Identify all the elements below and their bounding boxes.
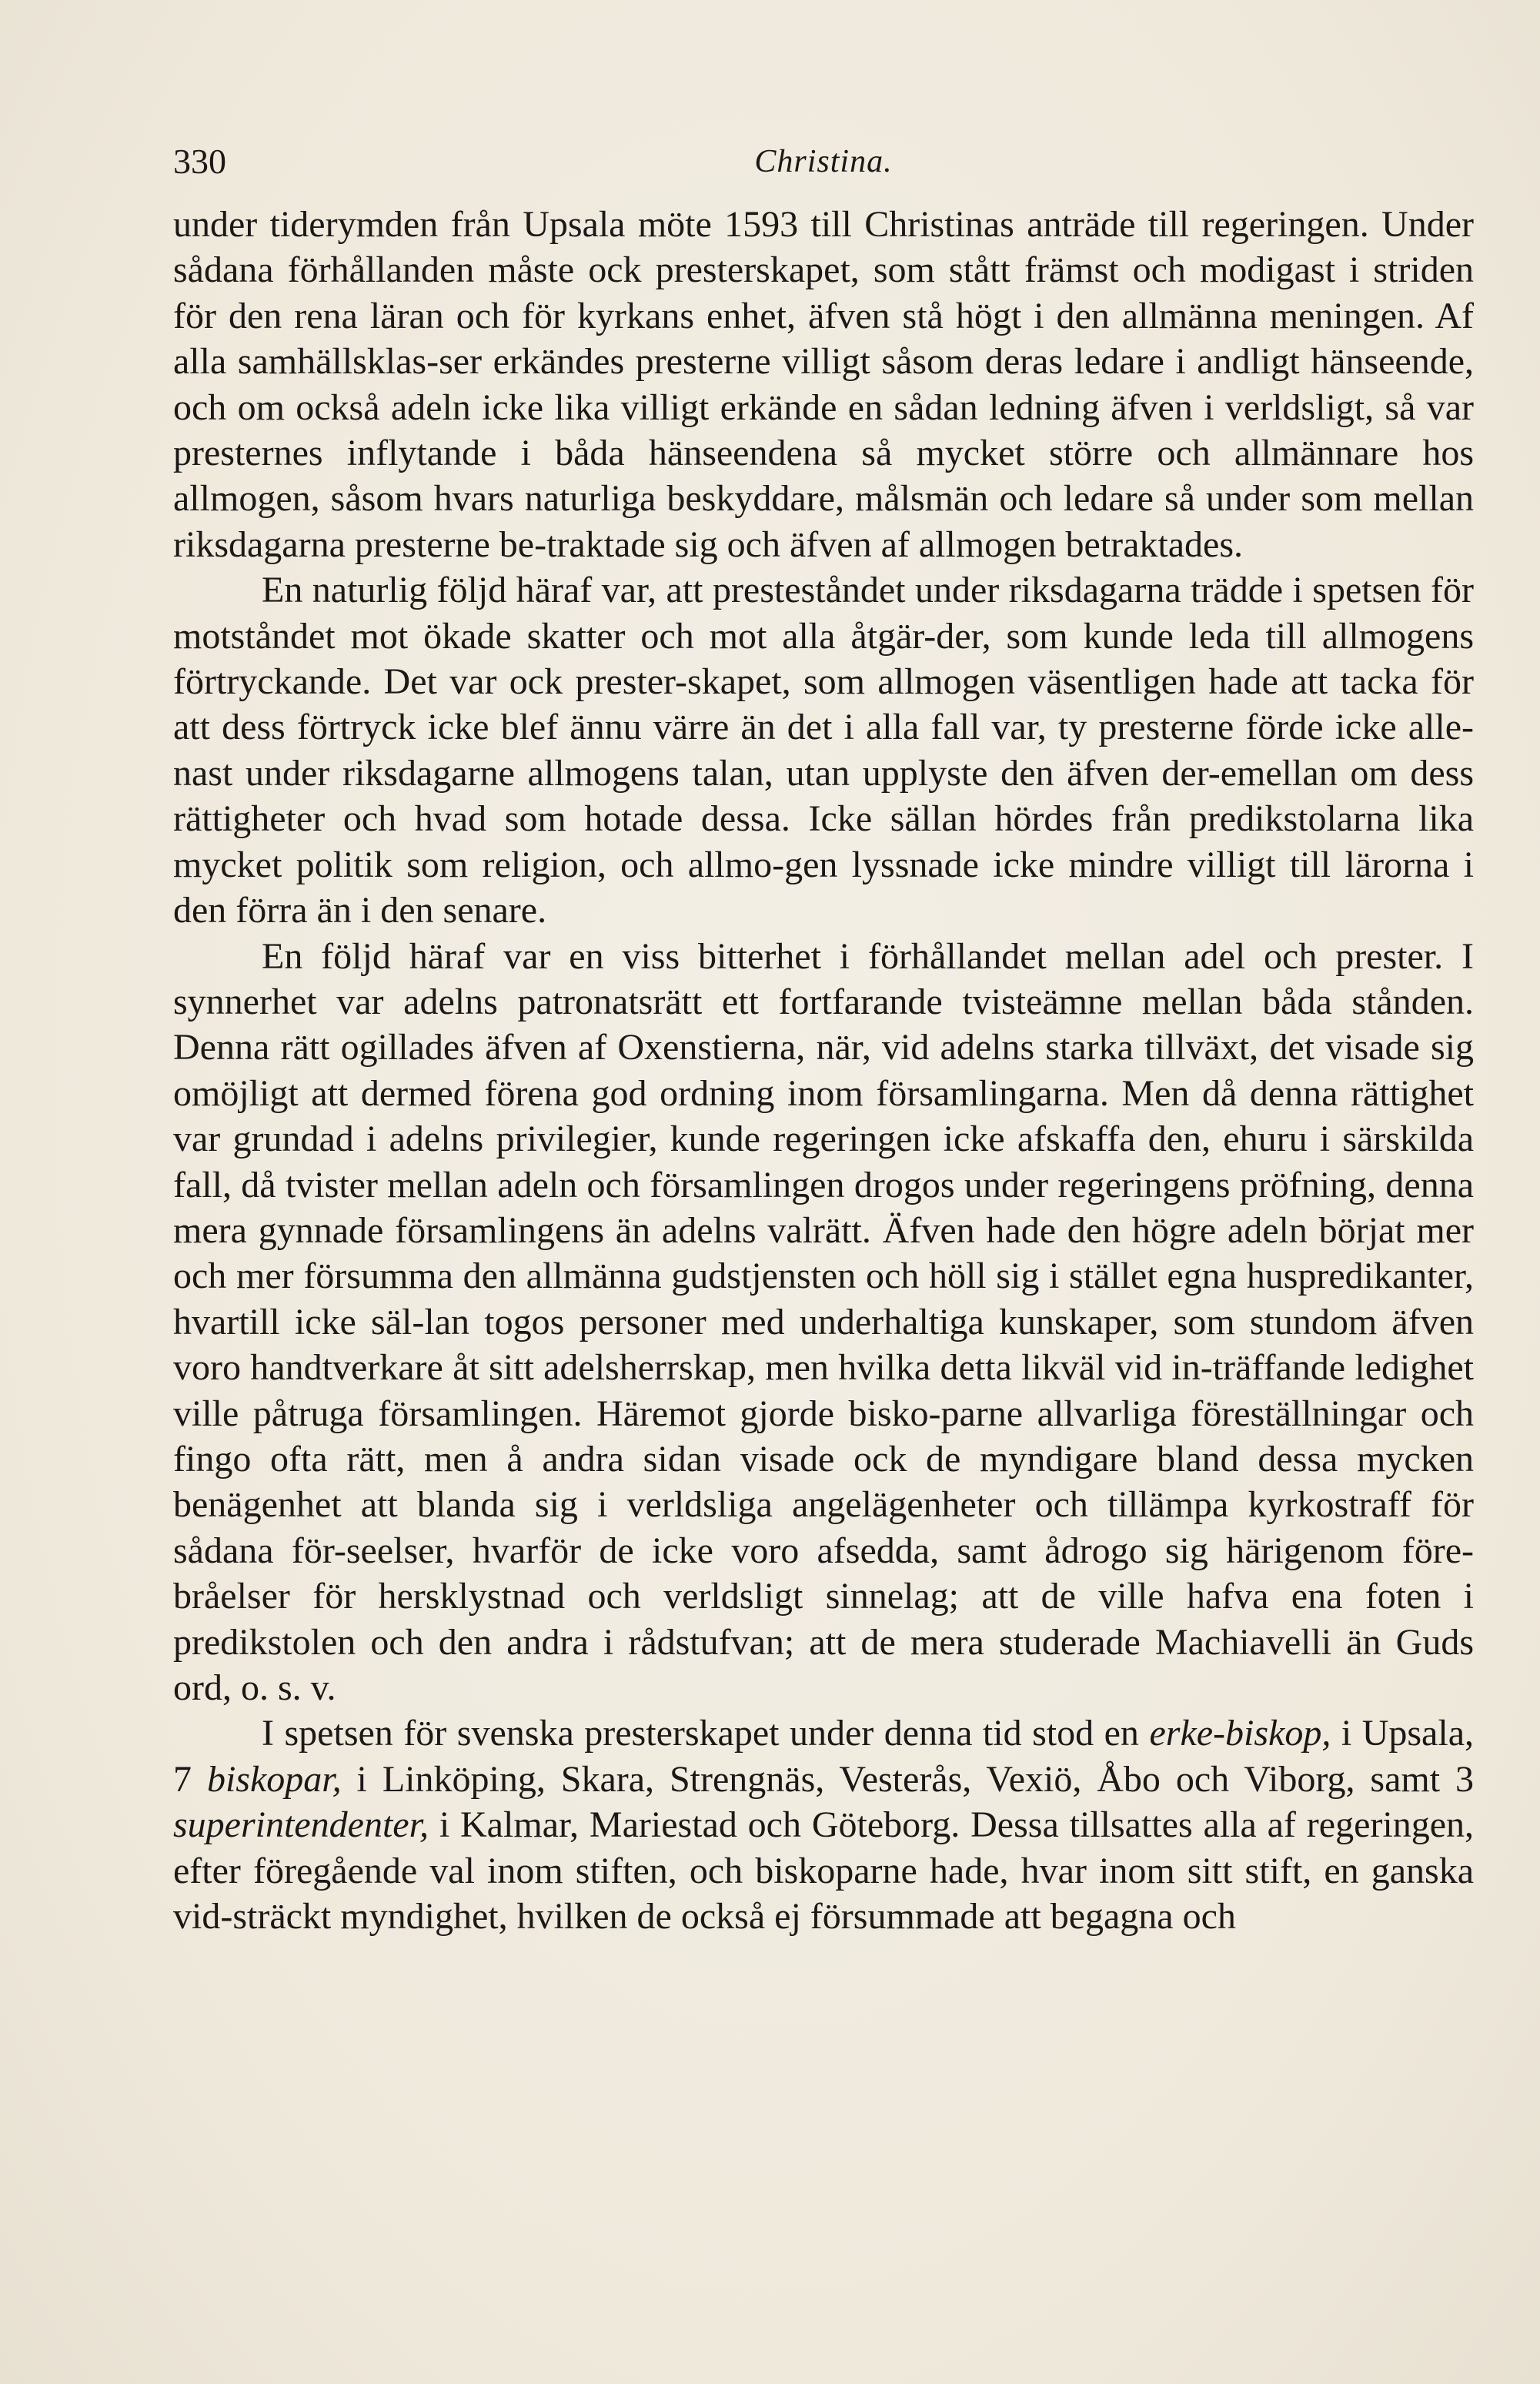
paragraph-text: under tiderymden från Upsala möte 1593 till Christinas anträde till regeringen. Under sådana förhållanden måste ock presterskapet, som stått främst och modigast i striden för den rena läran och för kyrkans enhet, äfven stå högt i den allmänna meningen. Af alla samhällsklas-ser erkändes presterne villigt såsom deras ledare i andligt hänseende, och om också adeln icke lika villigt erkände en sådan ledning äfven i verldsligt, så var presternes inflytande i båda hänseendena så mycket större och allmännare hos allmogen, såsom hvars naturliga beskyddare, målsmän och ledare så under som mellan riksdagarna presterne be-traktade sig och äfven af allmogen betraktades. [173, 204, 1474, 565]
page-number: 330 [173, 142, 226, 181]
italic-term: erke-biskop, [1149, 1713, 1331, 1754]
paragraph-text: I spetsen för svenska presterskapet under denna tid stod en [262, 1713, 1150, 1754]
running-head [173, 139, 1474, 185]
paragraph-text: i Upsala, 7 [173, 1713, 1475, 1800]
paragraph-p3 [173, 934, 1474, 1711]
italic-term: biskopar, [206, 1758, 342, 1800]
body-text [173, 202, 1474, 1939]
paragraph-p4 [173, 1710, 1474, 1939]
paragraph-text: En följd häraf var en viss bitterhet i förhållandet mellan adel och prester. I synnerhet var adelns patronatsrätt ett fortfarande tvisteämne mellan båda stånden. Denna rätt ogillades äfven af Oxenstierna, när, vid adelns starka tillväxt, det visade sig omöjligt att dermed förena god ordning inom församlingarna. Men då denna rättighet var grundad i adelns privilegier, kunde regeringen icke afskaffa den, ehuru i särskilda fall, då tvister mellan adeln och församlingen drogos under regeringens pröfning, denna mera gynnade församlingens än adelns valrätt. Äfven hade den högre adeln börjat mer och mer försumma den allmänna gudstjensten och höll sig i stället egna huspredikanter, hvartill icke säl-lan togos personer med underhaltiga kunskaper, som stundom äfven voro handtverkare åt sitt adelsherrskap, men hvilka detta likväl vid in-träffande ledighet ville påtruga församlingen. Häremot gjorde bisko-parne allvarliga föreställningar och fingo ofta rätt, men å andra sidan visade ock de myndigare bland dessa mycken benägenhet att blanda sig i verldsliga angelägenheter och tillämpa kyrkostraff för sådana för-seelser, hvarför de icke voro afsedda, samt ådrogo sig härigenom före-bråelser för hersklystnad och verldsligt sinnelag; att de ville hafva ena foten i predikstolen och den andra i rådstufvan; att de mera studerade Machiavelli än Guds ord, o. s. v. [173, 935, 1474, 1708]
paragraph-text: i Linköping, Skara, Strengnäs, Vesterås, Vexiö, Åbo och Viborg, samt 3 [341, 1758, 1474, 1800]
italic-term: superintendenter, [173, 1804, 429, 1846]
paragraph-p1 [173, 202, 1474, 567]
paragraph-text: i Kalmar, Mariestad och Göteborg. Dessa tillsattes alla af regeringen, efter föregående val inom stiften, och biskoparne hade, hvar inom sitt stift, en ganska vid-sträckt myndighet, hvilken de också ej försummade att begagna och [173, 1804, 1474, 1938]
paragraph-text: En naturlig följd häraf var, att presteståndet under riksdagarna trädde i spetsen för motståndet mot ökade skatter och mot alla åtgär-der, som kunde leda till allmogens förtryckande. Det var ock prester-skapet, som allmogen väsentligen hade att tacka för att dess förtryck icke blef ännu värre än det i alla fall var, ty presterne förde icke alle-nast under riksdagarne allmogens talan, utan upplyste den äfven der-emellan om dess rättigheter och hvad som hotade dessa. Icke sällan hördes från predikstolarna lika mycket politik som religion, och allmo-gen lyssnade icke mindre villigt till lärorna i den förra än i den senare. [173, 570, 1474, 931]
paragraph-p2 [173, 567, 1474, 933]
running-title: Christina. [754, 144, 893, 179]
